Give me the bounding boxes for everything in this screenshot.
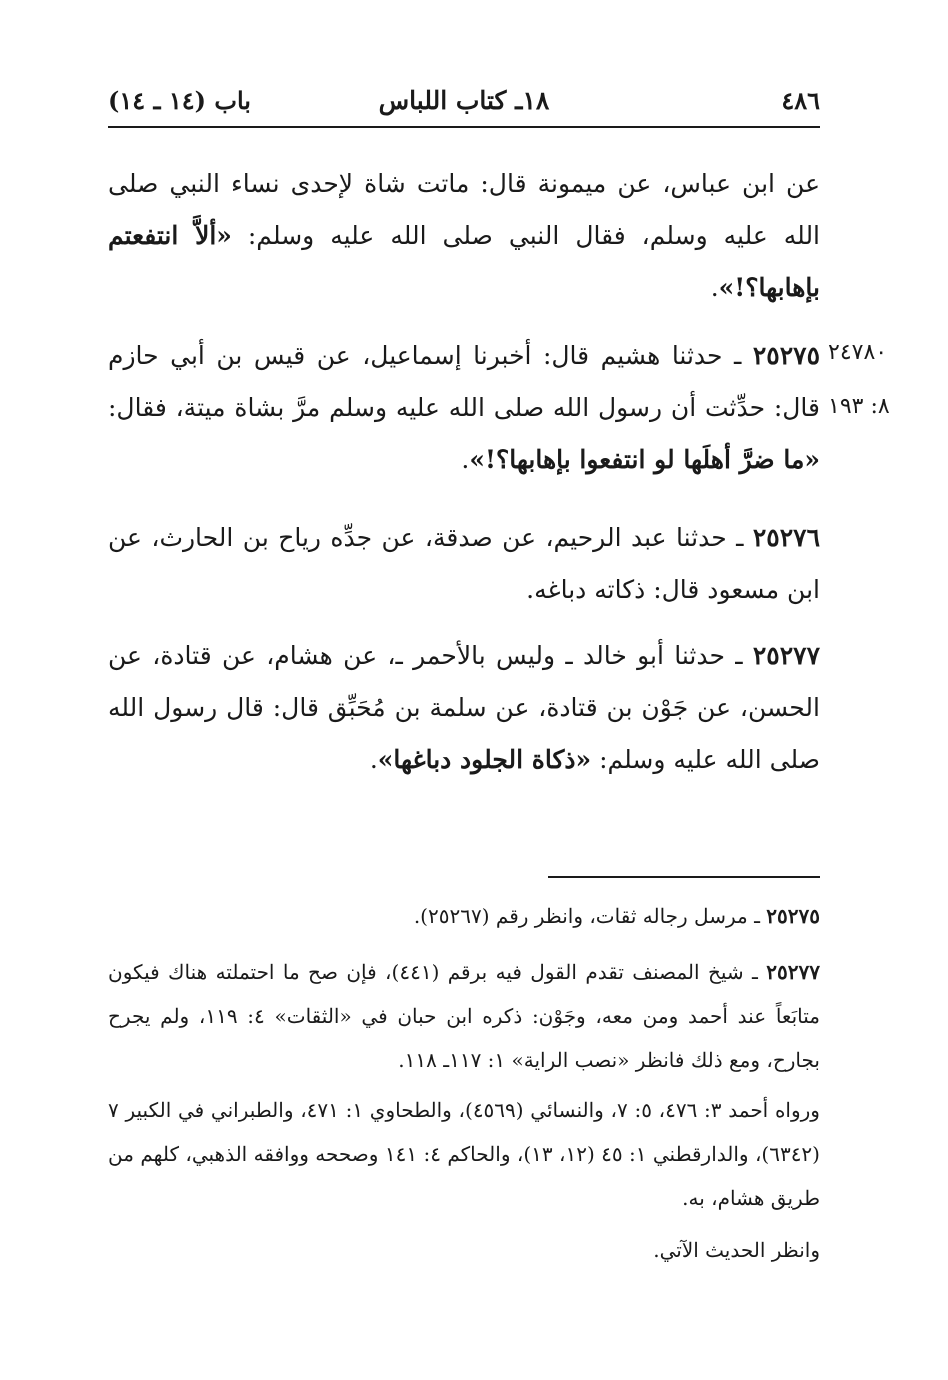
book-title: ١٨ـ كتاب اللباس [378,86,550,115]
footnote-text: ـ شيخ المصنف تقدم القول فيه برقم (٤٤١)، فإن صح ما احتملته هناك فيكون متابَعاً عند أحمد ومن معه، وجَوْن: ذكره ابن حبان في «الثقات» ٤: ١١٩، ولم يجرح بجارح، ومع ذلك فانظر «نصب الراية» ١: ١١٧ـ ١١٨. [108,960,820,1072]
hadith-end: . [710,273,719,302]
hadith-paragraph-1 [108,158,820,314]
footnote-see-next [108,1228,820,1272]
hadith-text: ـ حدثنا هشيم قال: أخبرنا إسماعيل، عن قيس بن أبي حازم قال: حدِّثت أن رسول الله صلى الله عليه وسلم مرَّ بشاة ميتة، فقال: [108,341,820,422]
page-number: ٤٨٦ [781,86,820,115]
hadith-quote: «ذكاة الجلود دباغها» [377,745,592,774]
footnote-text: ورواه أحمد ٣: ٤٧٦، ٥: ٧، والنسائي (٤٥٦٩)، والطحاوي ١: ٤٧١، والطبراني في الكبير ٧ (٦٣٤٢)، والدارقطني ١: ٤٥ (١٢، ١٣)، والحاكم ٤: ١٤١ وصححه ووافقه الذهبي، كلهم من طريق هشام، به. [108,1098,820,1210]
footnote-divider [548,876,820,878]
hadith-quote: «ألاَّ انتفعتم بإهابها؟!» [108,221,820,302]
hadith-paragraph-25276 [108,512,820,616]
footnote-25277 [108,950,820,1082]
footnote-text: ـ مرسل رجاله ثقات، وانظر رقم (٢٥٢٦٧). [413,904,767,928]
hadith-number: ٢٥٢٧٦ [752,523,820,552]
hadith-end: . [369,745,378,774]
chapter-label: باب (١٤ ـ ١٤) [108,86,251,115]
running-header [108,80,820,120]
margin-reference-1: ٢٤٧٨٠ [828,340,888,365]
hadith-quote: «ما ضرَّ أهلَها لو انتفعوا بإهابها؟!» [469,445,820,474]
hadith-paragraph-25275 [108,330,820,486]
footnote-sources [108,1088,820,1220]
hadith-paragraph-25277 [108,630,820,786]
hadith-text: ـ حدثنا أبو خالد ـ وليس بالأحمر ـ، عن هشام، عن قتادة، عن الحسن، عن جَوْن بن قتادة، عن سلمة بن مُحَبِّق قال: قال رسول الله صلى الله عليه وسلم: [108,641,820,774]
hadith-number: ٢٥٢٧٧ [752,641,820,670]
hadith-text: ـ حدثنا عبد الرحيم، عن صدقة، عن جدِّه رياح بن الحارث، عن ابن مسعود قال: ذكاته دباغه. [108,523,820,604]
hadith-number: ٢٥٢٧٥ [752,341,820,370]
footnote-25275 [108,894,820,938]
margin-reference-2: ٨: ١٩٣ [828,394,890,419]
hadith-end: . [461,445,470,474]
hadith-text: عن ابن عباس، عن ميمونة قال: ماتت شاة لإحدى نساء النبي صلى الله عليه وسلم، فقال النبي صلى الله عليه وسلم: [108,169,821,250]
footnote-number: ٢٥٢٧٧ [766,960,820,984]
footnote-text: وانظر الحديث الآتي. [653,1238,820,1262]
header-divider [108,126,820,128]
footnote-number: ٢٥٢٧٥ [766,904,820,928]
